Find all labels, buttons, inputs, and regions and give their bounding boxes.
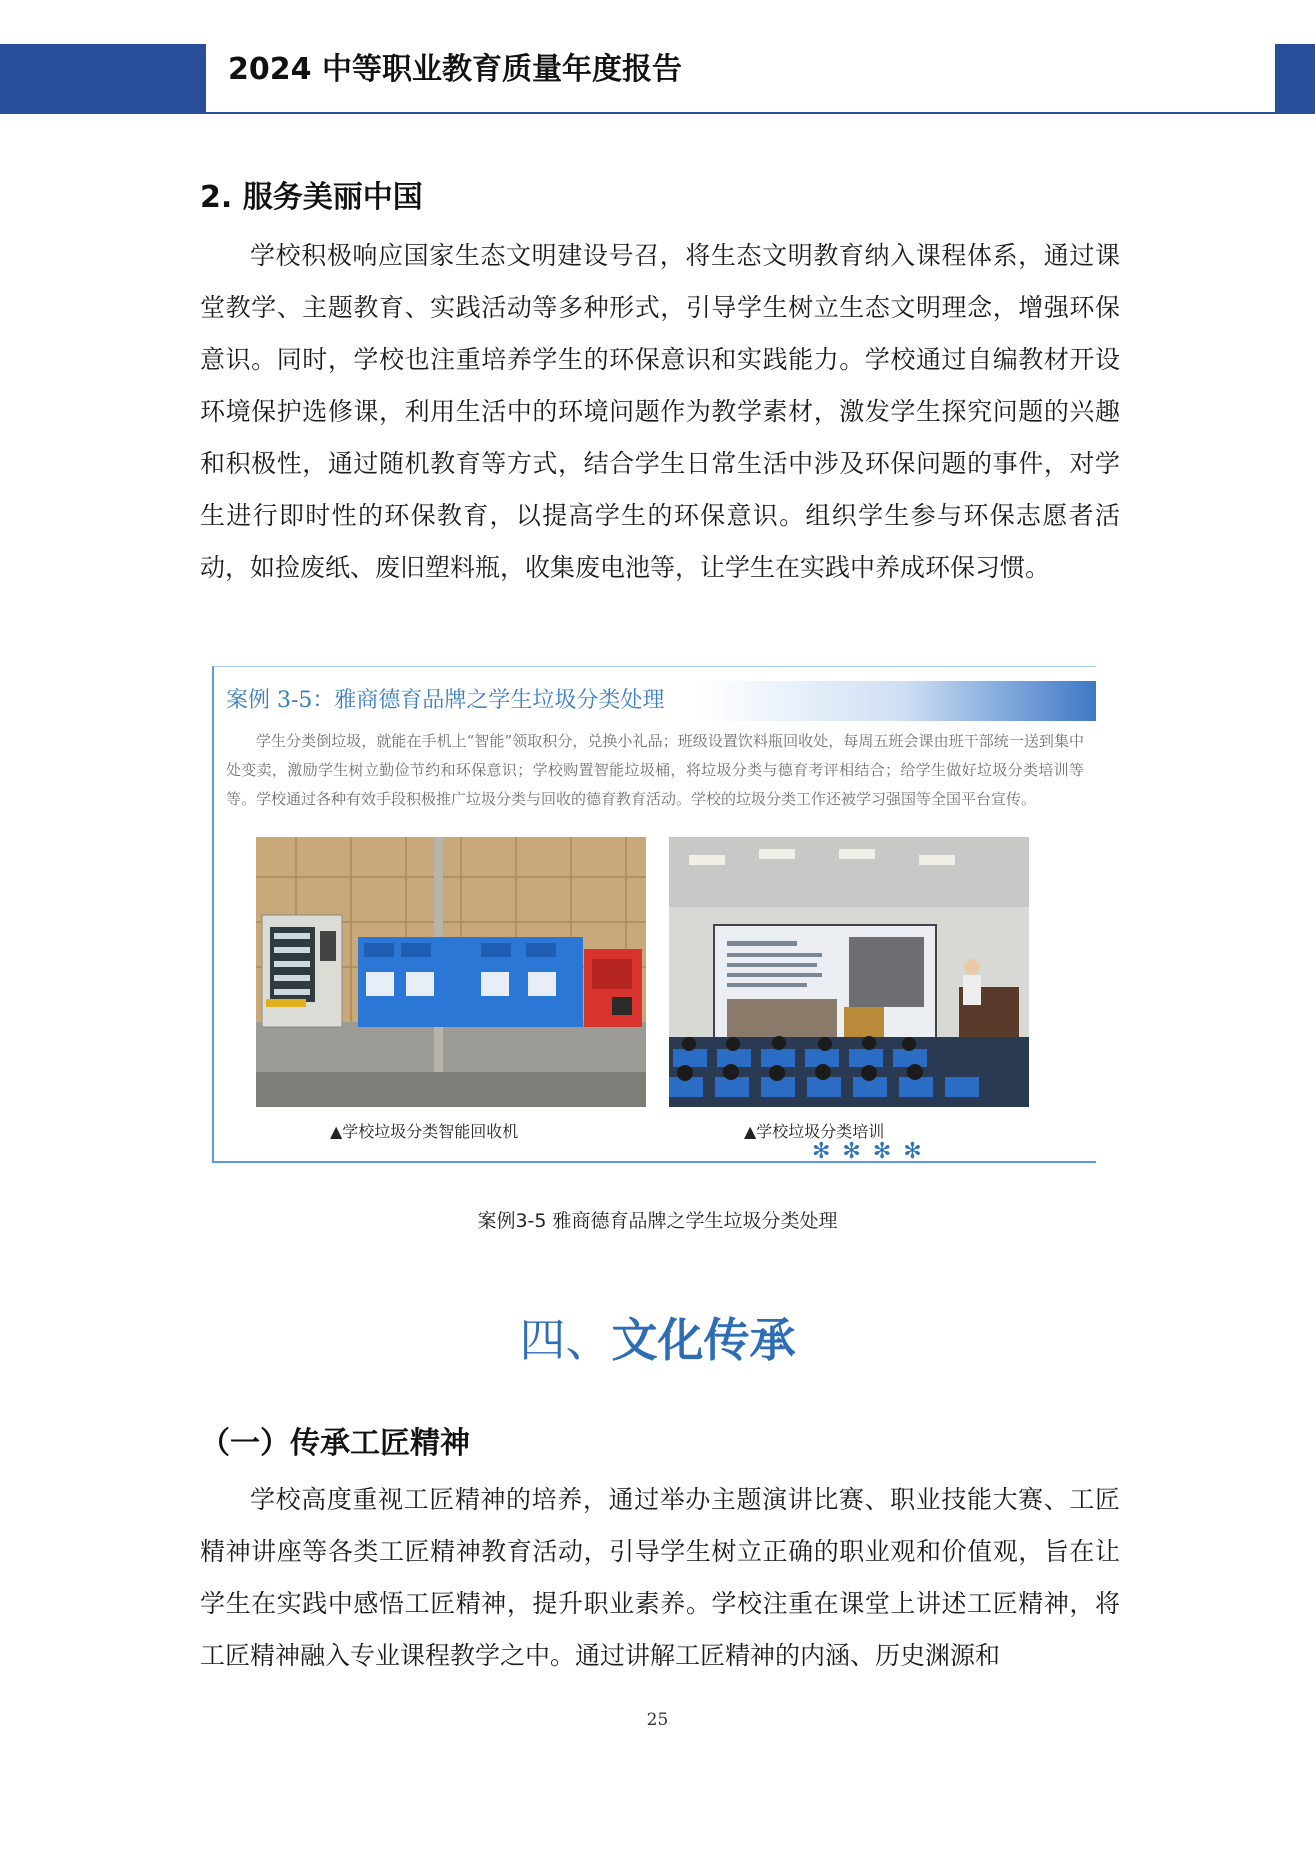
case-title: 案例 3-5：雅商德育品牌之学生垃圾分类处理	[226, 688, 665, 713]
case-study-box	[212, 666, 1096, 1163]
recycling-machines-photo	[256, 837, 646, 1107]
page-number: 25	[646, 1710, 669, 1730]
chapter-number: 四、	[519, 1313, 612, 1367]
section-heading: 2. 服务美丽中国	[200, 180, 423, 215]
left-photo-caption: ▲学校垃圾分类智能回收机	[330, 1122, 519, 1141]
case-text: 学生分类倒垃圾，就能在手机上“智能”领取积分，兑换小礼品；班级设置饮料瓶回收处，每周五班会课由班干部统一送到集中处变卖，激励学生树立勤俭节约和环保意识；学校购置智能垃圾桶，将垃圾分类与德育考评相结合；给学生做好垃圾分类培训等等。学校通过各种有效手段积极推广垃圾分类与回收的德育教育活动。学校的垃圾分类工作还被学习强国等全国平台宣传。	[226, 732, 1084, 808]
subsection-paragraph: 学校高度重视工匠精神的培养，通过举办主题演讲比赛、职业技能大赛、工匠精神讲座等各类工匠精神教育活动，引导学生树立正确的职业观和价值观，旨在让学生在实践中感悟工匠精神，提升职业素养。学校注重在课堂上讲述工匠精神，将工匠精神融入专业课程教学之中。通过讲解工匠精神的内涵、历史渊源和	[200, 1485, 1120, 1670]
section-paragraph: 学校积极响应国家生态文明建设号召，将生态文明教育纳入课程体系，通过课堂教学、主题教育、实践活动等多种形式，引导学生树立生态文明理念，增强环保意识。同时，学校也注重培养学生的环保意识和实践能力。学校通过自编教材开设环境保护选修课，利用生活中的环境问题作为教学素材，激发学生探究问题的兴趣和积极性，通过随机教育等方式，结合学生日常生活中涉及环保问题的事件，对学生进行即时性的环保教育，以提高学生的环保意识。组织学生参与环保志愿者活动，如捡废纸、废旧塑料瓶，收集废电池等，让学生在实践中养成环保习惯。	[200, 241, 1120, 582]
chapter-title-text: 文化传承	[611, 1313, 796, 1367]
right-photo-caption: ▲学校垃圾分类培训	[744, 1122, 885, 1141]
header-accent-bar-right	[1275, 44, 1315, 114]
chapter-title	[0, 1310, 1315, 1370]
snowflake-ornament-icon: ✻✻✻✻	[812, 1139, 934, 1164]
subsection-heading: （一）传承工匠精神	[200, 1426, 470, 1461]
header-divider	[206, 112, 1275, 114]
figure-caption: 案例3-5 雅商德育品牌之学生垃圾分类处理	[477, 1210, 838, 1232]
header-accent-bar-left	[0, 44, 206, 114]
case-title-bar	[214, 681, 1096, 721]
report-header-title: 2024 中等职业教育质量年度报告	[228, 52, 682, 87]
training-session-photo	[669, 837, 1029, 1107]
